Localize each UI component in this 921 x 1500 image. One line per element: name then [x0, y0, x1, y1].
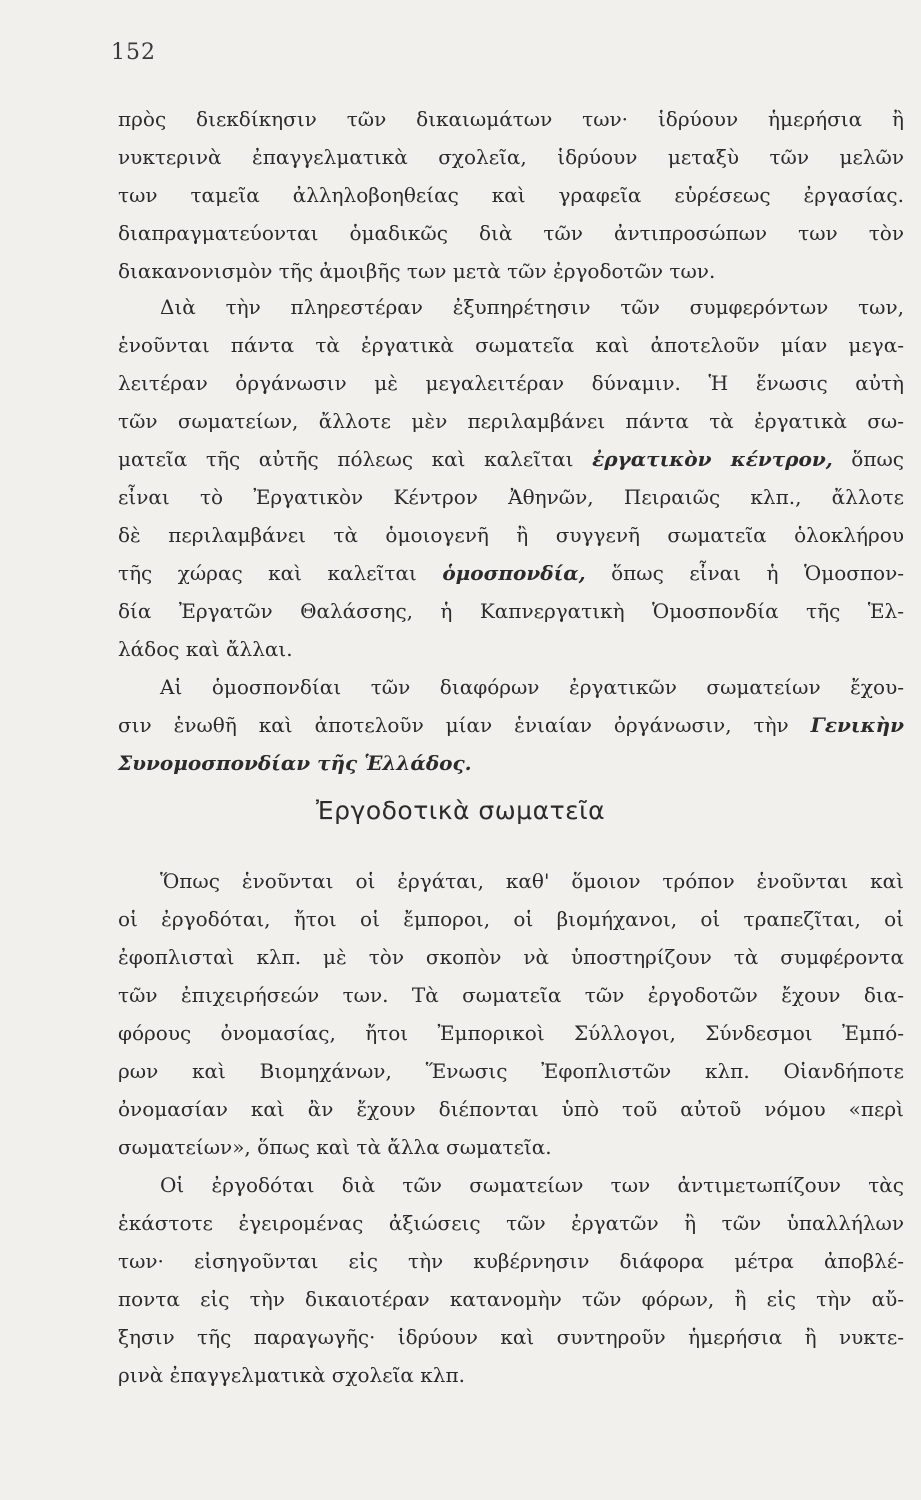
- text-segment: δὲ περιλαμβάνει τὰ ὁμοιογενῆ ἢ συγγενῆ σωματεῖα ὁλοκλήρου: [118, 523, 904, 547]
- text-segment: ρων καὶ Βιομηχάνων, Ἕνωσις Ἐφοπλιστῶν κλπ. Οἱανδήποτε: [118, 1059, 904, 1083]
- text-segment: διακανονισμὸν τῆς ἀμοιβῆς των μετὰ τῶν ἐργοδοτῶν των.: [118, 259, 716, 283]
- text-segment: φόρους ὀνομασίας, ἤτοι Ἐμπορικοὶ Σύλλογοι, Σύνδεσμοι Ἐμπό-: [118, 1021, 904, 1045]
- text-line: [118, 1208, 904, 1238]
- text-line: [118, 904, 904, 934]
- text-segment: ποντα εἰς τὴν δικαιοτέραν κατανομὴν τῶν φόρων, ἢ εἰς τὴν αὔ-: [118, 1287, 904, 1311]
- text-segment: τῆς χώρας καὶ καλεῖται: [118, 561, 443, 585]
- text-line: [118, 142, 904, 172]
- text-line: [118, 942, 904, 972]
- text-line: [118, 1246, 904, 1276]
- text-segment: σιν ἑνωθῆ καὶ ἀποτελοῦν μίαν ἑνιαίαν ὀργάνωσιν, τὴν: [118, 713, 811, 737]
- text-line: [118, 634, 904, 664]
- text-line: [118, 1018, 904, 1048]
- text-segment: ἐφοπλισταὶ κλπ. μὲ τὸν σκοπὸν νὰ ὑποστηρίζουν τὰ συμφέροντα: [118, 945, 904, 969]
- text-line: [118, 180, 904, 210]
- text-segment: ὅπως εἶναι ἡ Ὁμοσπον-: [585, 561, 904, 585]
- text-segment: οἱ ἐργοδόται, ἤτοι οἱ ἔμποροι, οἱ βιομήχανοι, οἱ τραπεζῖται, οἱ: [118, 907, 904, 931]
- text-line: [118, 558, 904, 588]
- text-segment: ὅπως: [832, 447, 904, 471]
- text-segment: λειτέραν ὀργάνωσιν μὲ μεγαλειτέραν δύναμιν. Ἡ ἕνωσις αὐτὴ: [118, 371, 904, 395]
- text-line: [118, 256, 904, 286]
- text-segment: Οἱ ἐργοδόται διὰ τῶν σωματείων των ἀντιμετωπίζουν τὰς: [160, 1173, 904, 1197]
- emphasized-term: Γενικὴν: [810, 713, 904, 737]
- text-segment: δία Ἐργατῶν Θαλάσσης, ἡ Καπνεργατικὴ Ὁμοσπονδία τῆς Ἑλ-: [118, 599, 904, 623]
- text-line: [118, 866, 904, 896]
- text-segment: σωματείων», ὅπως καὶ τὰ ἄλλα σωματεῖα.: [118, 1135, 552, 1159]
- text-line: [118, 1094, 904, 1124]
- text-segment: των ταμεῖα ἀλληλοβοηθείας καὶ γραφεῖα εὑρέσεως ἐργασίας.: [118, 183, 904, 207]
- text-line: [118, 1170, 904, 1200]
- text-segment: πρὸς διεκδίκησιν τῶν δικαιωμάτων των· ἱδρύουν ἡμερήσια ἢ: [118, 107, 904, 131]
- text-line: [118, 710, 904, 740]
- text-segment: ματεῖα τῆς αὐτῆς πόλεως καὶ καλεῖται: [118, 447, 593, 471]
- emphasized-term: ἐργατικὸν κέντρον,: [592, 447, 833, 471]
- text-segment: ὀνομασίαν καὶ ἂν ἔχουν διέπονται ὑπὸ τοῦ αὐτοῦ νόμου «περὶ: [118, 1097, 904, 1121]
- text-line: [118, 330, 904, 360]
- text-segment: Αἱ ὁμοσπονδίαι τῶν διαφόρων ἐργατικῶν σωματείων ἔχου-: [160, 675, 904, 699]
- section-heading: Ἐργοδοτικὰ σωματεῖα: [315, 796, 606, 825]
- emphasized-term: Συνομοσπονδίαν τῆς Ἑλλάδος.: [118, 751, 472, 775]
- text-line: [118, 672, 904, 702]
- text-line: [118, 1132, 904, 1162]
- text-segment: ἑνοῦνται πάντα τὰ ἐργατικὰ σωματεῖα καὶ ἀποτελοῦν μίαν μεγα-: [118, 333, 904, 357]
- text-segment: εἶναι τὸ Ἐργατικὸν Κέντρον Ἀθηνῶν, Πειραιῶς κλπ., ἄλλοτε: [118, 485, 904, 509]
- text-line: [118, 444, 904, 474]
- text-line: [118, 980, 904, 1010]
- text-segment: ἑκάστοτε ἐγειρομένας ἀξιώσεις τῶν ἐργατῶν ἢ τῶν ὑπαλλήλων: [118, 1211, 904, 1235]
- text-segment: τῶν ἐπιχειρήσεών των. Τὰ σωματεῖα τῶν ἐργοδοτῶν ἔχουν δια-: [118, 983, 904, 1007]
- text-line: [118, 218, 904, 248]
- text-line: [118, 596, 904, 626]
- text-segment: των· εἰσηγοῦνται εἰς τὴν κυβέρνησιν διάφορα μέτρα ἀποβλέ-: [118, 1249, 904, 1273]
- text-segment: ρινὰ ἐπαγγελματικὰ σχολεῖα κλπ.: [118, 1363, 465, 1387]
- text-segment: διαπραγματεύονται ὁμαδικῶς διὰ τῶν ἀντιπροσώπων των τὸν: [118, 221, 904, 245]
- text-line: [118, 748, 904, 778]
- text-segment: λάδος καὶ ἄλλαι.: [118, 637, 293, 661]
- text-segment: τῶν σωματείων, ἄλλοτε μὲν περιλαμβάνει πάντα τὰ ἐργατικὰ σω-: [118, 409, 904, 433]
- text-line: [118, 104, 904, 134]
- text-line: [118, 1322, 904, 1352]
- text-line: [118, 1284, 904, 1314]
- page-number: 152: [111, 40, 156, 65]
- text-line: [118, 482, 904, 512]
- emphasized-term: ὁμοσπονδία,: [442, 561, 586, 585]
- text-segment: Διὰ τὴν πληρεστέραν ἐξυπηρέτησιν τῶν συμφερόντων των,: [160, 295, 904, 319]
- text-segment: νυκτερινὰ ἐπαγγελματικὰ σχολεῖα, ἱδρύουν μεταξὺ τῶν μελῶν: [118, 145, 904, 169]
- text-segment: Ὅπως ἑνοῦνται οἱ ἐργάται, καθ' ὅμοιον τρόπον ἑνοῦνται καὶ: [160, 869, 904, 893]
- text-line: [118, 1056, 904, 1086]
- text-segment: ξησιν τῆς παραγωγῆς· ἱδρύουν καὶ συντηροῦν ἡμερήσια ἢ νυκτε-: [118, 1325, 904, 1349]
- text-line: [118, 406, 904, 436]
- text-line: [118, 292, 904, 322]
- text-line: [118, 368, 904, 398]
- text-line: [118, 520, 904, 550]
- text-line: [118, 1360, 904, 1390]
